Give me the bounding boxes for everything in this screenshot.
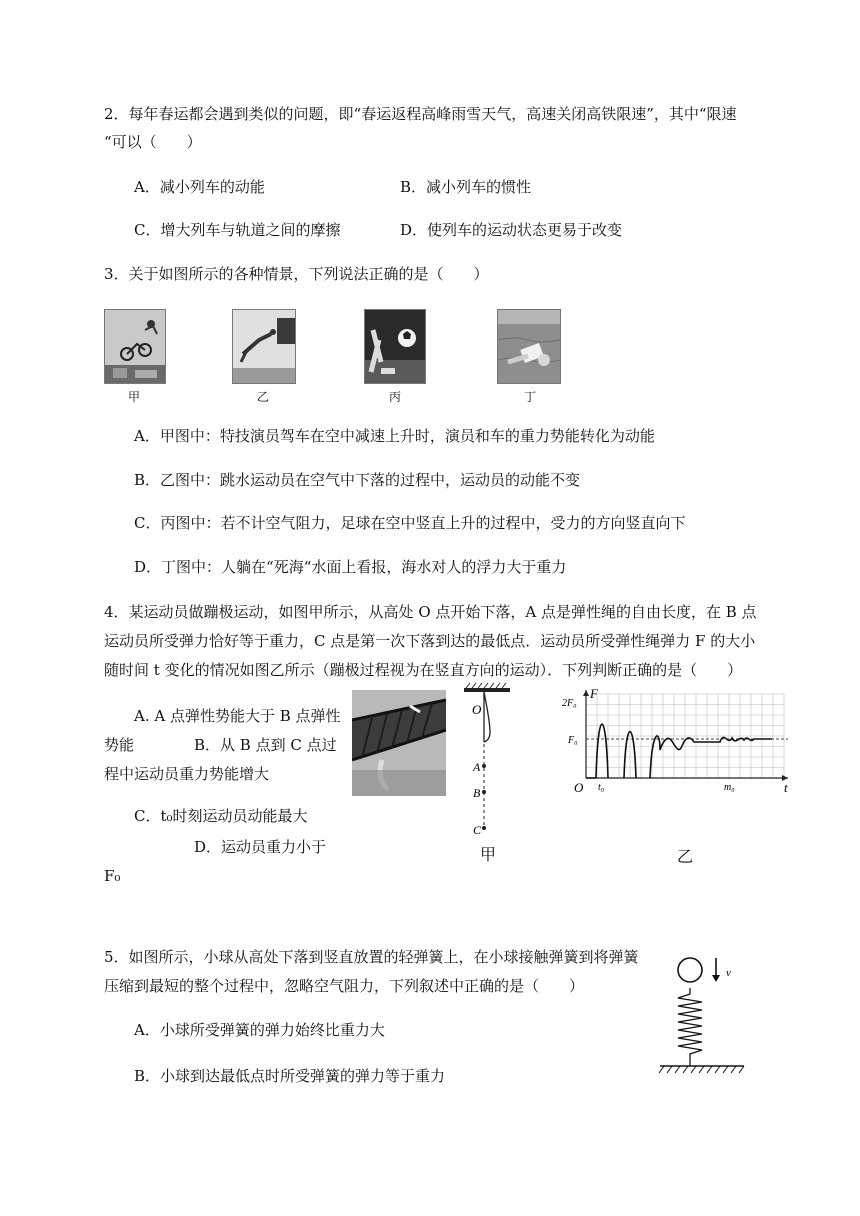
q3-option-a: A．甲图中：特技演员驾车在空中减速上升时，演员和车的重力势能转化为动能 — [134, 427, 655, 445]
bungee-rope-diagram — [460, 682, 520, 842]
photo-ding-dead-sea — [497, 309, 561, 384]
photo-bing-football — [364, 309, 426, 384]
photo-jia-stunt-bike — [104, 309, 166, 384]
q5-option-b: B．小球到达最低点时所受弹簧的弹力等于重力 — [134, 1067, 446, 1085]
label-C: C — [473, 823, 482, 837]
spring — [678, 988, 702, 1066]
q4-stem-line2: 运动员所受弹力恰好等于重力，C 点是第一次下落到达的最低点．运动员所受弹性绳弹力 F 的大小 — [104, 632, 756, 650]
q3-option-b: B．乙图中：跳水运动员在空气中下落的过程中，运动员的动能不变 — [134, 471, 581, 489]
q4-option-a-line1: A. A 点弹性势能大于 B 点弹性 — [134, 707, 341, 725]
origin-label: O — [574, 780, 584, 795]
q2-option-a: A．减小列车的动能 — [134, 178, 265, 196]
x-tick-t0: t₀ — [598, 782, 605, 793]
q4-option-d-line2: F₀ — [104, 867, 121, 885]
photo-bungee — [352, 690, 446, 796]
caption-yi: 乙 — [257, 390, 270, 404]
q2-stem-line2: “可以（ ） — [104, 133, 202, 151]
q5-stem-line1: 5．如图所示，小球从高处下落到竖直放置的轻弹簧上，在小球接触弹簧到将弹簧 — [104, 948, 639, 966]
q2-option-d: D．使列车的运动状态更易于改变 — [400, 221, 623, 239]
x-axis-label: t — [784, 780, 788, 795]
q2-stem-line1: 2．每年春运都会遇到类似的问题，即“春运返程高峰雨雪天气，高速关闭高铁限速”，其中“限速 — [104, 105, 737, 123]
q4-stem-line1: 4．某运动员做蹦极运动，如图甲所示，从高处 O 点开始下落，A 点是弹性绳的自由长度，在 B 点 — [104, 603, 757, 621]
force-curve — [586, 724, 772, 778]
ceiling — [464, 688, 510, 692]
graph-grid — [586, 694, 784, 778]
q4-option-a-line2: 势能 — [104, 736, 135, 754]
q5-option-a: A．小球所受弹簧的弹力始终比重力大 — [134, 1021, 385, 1039]
q4-option-b-line2: 程中运动员重力势能增大 — [104, 765, 270, 783]
q4-option-c: C．t₀时刻运动员动能最大 — [134, 807, 308, 825]
y-tick-f0: F₀ — [568, 735, 578, 746]
q5-stem-line2: 压缩到最短的整个过程中，忽略空气阻力，下列叙述中正确的是（ ） — [104, 977, 585, 995]
q3-option-d: D．丁图中：人躺在“死海“水面上看报，海水对人的浮力大于重力 — [134, 558, 567, 576]
label-A: A — [473, 760, 481, 774]
spring-ball-diagram — [652, 948, 752, 1080]
velocity-label: v — [726, 967, 731, 979]
label-O: O — [472, 702, 482, 717]
caption-jia: 甲 — [128, 390, 141, 404]
q3-stem: 3．关于如图所示的各种情景，下列说法正确的是（ ） — [104, 265, 489, 283]
x-tick-m0: m₀ — [724, 782, 735, 793]
y-axis-label: F — [590, 686, 598, 701]
label-B: B — [473, 786, 481, 800]
q4-option-b: B．从 B 点到 C 点过 — [194, 736, 337, 754]
fig-label-yi: 乙 — [677, 847, 694, 866]
q2-option-b: B．减小列车的惯性 — [400, 178, 532, 196]
q4-stem-line3: 随时间 t 变化的情况如图乙所示（蹦极过程视为在竖直方向的运动）．下列判断正确的是（ ） — [104, 661, 743, 679]
caption-ding: 丁 — [524, 390, 537, 404]
photo-yi-diver — [232, 309, 296, 384]
ball — [678, 958, 702, 982]
fig-label-jia: 甲 — [480, 845, 497, 864]
q4-option-d: D．运动员重力小于 — [194, 838, 327, 856]
caption-bing: 丙 — [389, 390, 402, 404]
q3-option-c: C．丙图中：若不计空气阻力，足球在空中竖直上升的过程中，受力的方向竖直向下 — [134, 514, 686, 532]
y-tick-2f0: 2F₀ — [562, 698, 577, 709]
force-time-graph — [562, 686, 794, 798]
q2-option-c: C．增大列车与轨道之间的摩擦 — [134, 221, 341, 239]
